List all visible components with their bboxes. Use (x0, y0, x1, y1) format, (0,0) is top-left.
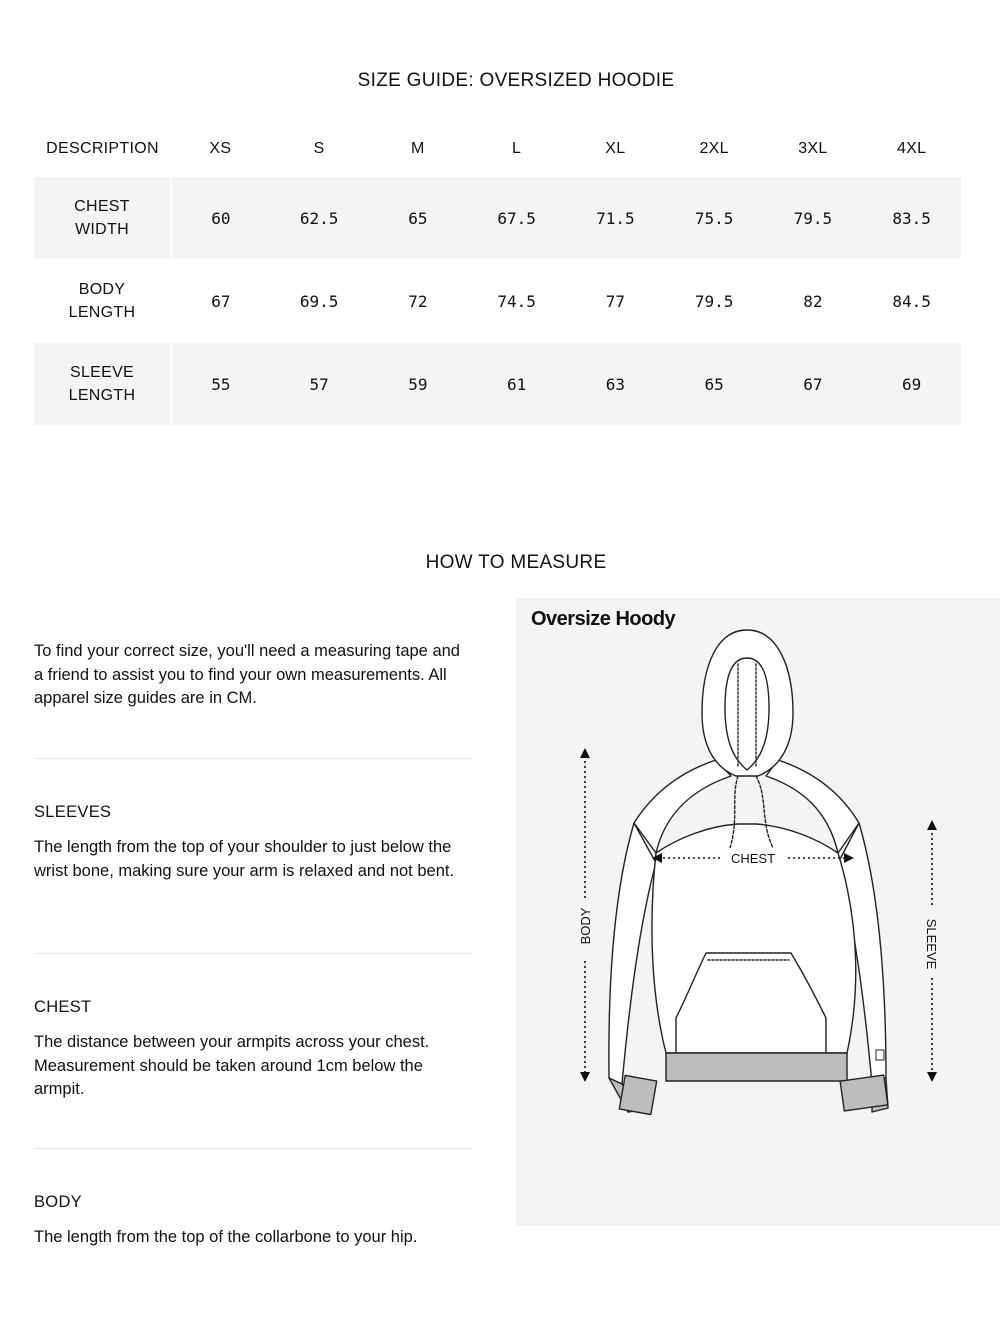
size-guide-title: SIZE GUIDE: OVERSIZED HOODIE (357, 70, 675, 91)
section-text: The length from the top of the collarbone to your hip. (34, 1228, 418, 1246)
table-cell: 69 (862, 343, 961, 426)
table-row (34, 343, 961, 426)
table-cell: 57 (270, 343, 369, 426)
arrow-head (580, 1072, 590, 1082)
sleeves-section (34, 759, 472, 953)
table-cell: 67 (171, 260, 270, 343)
table-cell: 61 (467, 343, 566, 426)
table-cell: 55 (171, 343, 270, 426)
arrow-head (580, 748, 590, 758)
table-cell: 62.5 (270, 177, 369, 260)
row-label: SLEEVE LENGTH (34, 343, 171, 426)
table-header-row (34, 120, 961, 177)
table-cell: 77 (566, 260, 665, 343)
table-cell: 71.5 (566, 177, 665, 260)
row-label: CHEST WIDTH (34, 177, 171, 260)
section-text: The length from the top of your shoulder to just below the wrist bone, making sure your arm is relaxed and not bent. (34, 838, 455, 880)
table-cell: 65 (369, 177, 468, 260)
column-header: DESCRIPTION (46, 139, 159, 157)
row-label: BODY LENGTH (34, 260, 171, 343)
table-cell: 75.5 (665, 177, 764, 260)
left-sleeve (609, 823, 656, 1084)
section-heading: CHEST (34, 998, 92, 1016)
column-header: 2XL (699, 139, 729, 157)
waistband (666, 1053, 847, 1081)
table-cell: 60 (171, 177, 270, 260)
section-text: The distance between your armpits across your chest. Measurement should be taken around 1cm below the armpit. (34, 1033, 430, 1098)
column-header: 3XL (798, 139, 828, 157)
hoodie-diagram (516, 598, 1000, 1226)
column-header: XS (209, 139, 232, 157)
table-cell: 79.5 (764, 177, 863, 260)
section-heading: SLEEVES (34, 803, 112, 821)
table-cell: 74.5 (467, 260, 566, 343)
column-header: L (512, 139, 522, 157)
table-cell: 79.5 (665, 260, 764, 343)
size-table (34, 120, 961, 426)
table-row (34, 260, 961, 343)
left-cuff-band (619, 1075, 656, 1114)
table-cell: 59 (369, 343, 468, 426)
table-cell: 83.5 (862, 177, 961, 260)
table-cell: 84.5 (862, 260, 961, 343)
column-header: XL (605, 139, 626, 157)
how-to-measure-title: HOW TO MEASURE (425, 552, 607, 573)
table-cell: 63 (566, 343, 665, 426)
table-cell: 69.5 (270, 260, 369, 343)
table-cell: 67 (764, 343, 863, 426)
diagram-title: Oversize Hoody (531, 608, 676, 630)
body-label: BODY (578, 907, 593, 945)
right-cuff-band (840, 1075, 888, 1111)
intro-text: To find your correct size, you'll need a measuring tape and a friend to assist you to find your own measurements. All apparel size guides are in CM. (34, 642, 460, 707)
hoodie-diagram-panel (516, 598, 1000, 1226)
table-cell: 82 (764, 260, 863, 343)
table-cell: 67.5 (467, 177, 566, 260)
arrow-head (927, 1072, 937, 1082)
table-row (34, 177, 961, 260)
chest-label: CHEST (730, 851, 776, 866)
section-heading: BODY (34, 1193, 82, 1211)
column-header: M (411, 139, 425, 157)
table-cell: 72 (369, 260, 468, 343)
sleeve-label: SLEEVE (924, 918, 939, 970)
column-header: 4XL (896, 139, 927, 157)
body-section (34, 1149, 472, 1343)
measure-instructions (34, 640, 472, 1343)
arrow-head (927, 820, 937, 830)
table-cell: 65 (665, 343, 764, 426)
chest-section (34, 954, 472, 1148)
column-header: S (313, 139, 325, 157)
